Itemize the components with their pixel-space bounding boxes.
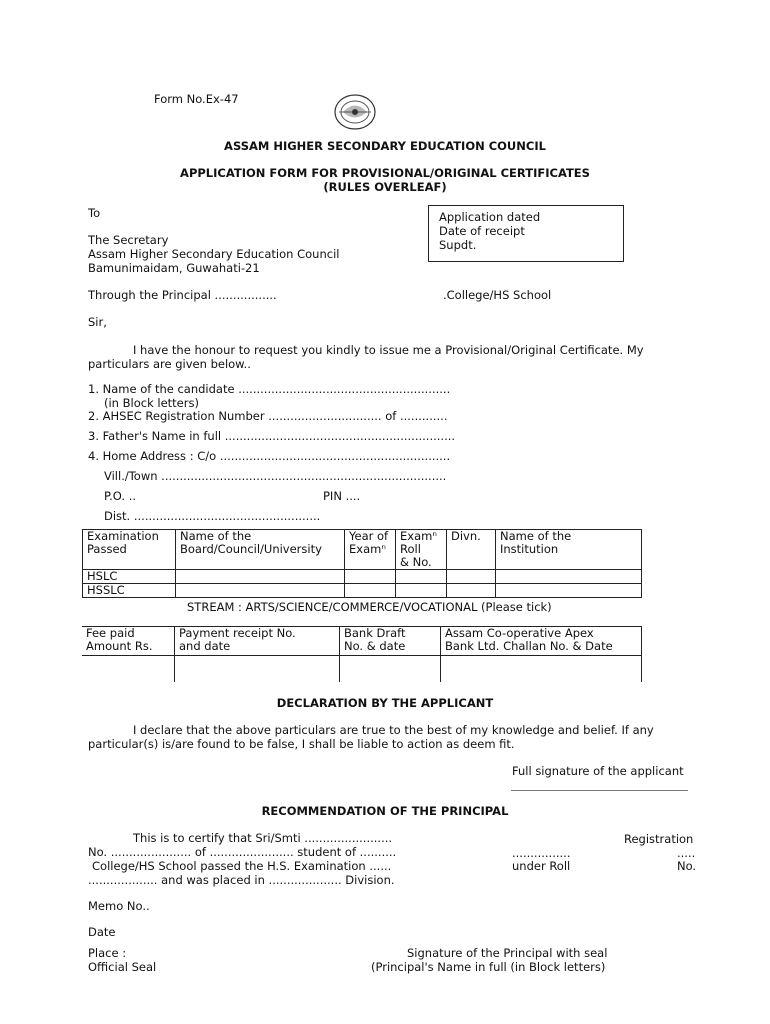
challan-header: Assam Co-operative Apex Bank Ltd. Challan No. & Date [441,627,642,656]
number-label: No. [677,859,697,873]
form-number: Form No.Ex-47 [154,92,239,106]
salutation: Sir, [88,315,107,329]
date-label: Date [88,925,116,939]
table-row [82,656,642,682]
examination-table [82,529,642,598]
certify-line-4: ................... and was placed in .................... Division. [88,873,395,887]
fee-table [82,626,642,682]
office-use-box [428,205,624,262]
applicant-signature-label: Full signature of the applicant [512,764,684,778]
stream-selection: STREAM : ARTS/SCIENCE/COMMERCE/VOCATIONAL (Please tick) [187,600,552,614]
under-roll-label: under Roll [512,859,571,873]
candidate-name-field: 1. Name of the candidate .......................................................... [88,382,451,396]
address-line-3: Bamunimaidam, Guwahati-21 [88,261,260,275]
payment-receipt-header: Payment receipt No. and date [175,627,340,656]
form-title: APPLICATION FORM FOR PROVISIONAL/ORIGINAL CERTIFICATES [180,166,590,180]
roll-dots: ................ [512,846,571,860]
block-letters-note: (in Block letters) [104,396,199,410]
number-dots: ..... [677,846,696,860]
declaration-heading: DECLARATION BY THE APPLICANT [276,696,494,710]
through-principal: Through the Principal ................. [88,288,277,302]
header-examination: Examination Passed [83,530,176,570]
registration-number-field: 2. AHSEC Registration Number ............................... of ............. [88,409,448,423]
request-line-2: particulars are given below.. [88,357,251,371]
fee-paid-header: Fee paid Amount Rs. [82,627,175,656]
header-division: Divn. [447,530,496,570]
declaration-line-1: I declare that the above particulars are true to the best of my knowledge and belief. If any [133,723,654,737]
father-name-field: 3. Father's Name in full ............................................................... [88,429,456,443]
row-hslc-label: HSLC [83,570,176,584]
address-to: To [88,206,101,220]
application-dated-label: Application dated [439,210,541,224]
header-board: Name of the Board/Council/University [176,530,345,570]
pin-field: PIN .... [323,489,361,503]
address-line-1: The Secretary [88,233,169,247]
council-seal-logo [333,93,377,134]
header-institution: Name of the Institution [496,530,642,570]
memo-number: Memo No.. [88,899,150,913]
recommendation-heading: RECOMMENDATION OF THE PRINCIPAL [261,804,509,818]
signature-line [511,790,688,791]
address-line-2: Assam Higher Secondary Education Council [88,247,340,261]
post-office-field: P.O. .. [104,489,137,503]
official-seal-label: Official Seal [88,960,157,974]
bank-draft-header: Bank Draft No. & date [340,627,441,656]
date-of-receipt-label: Date of receipt [439,224,525,238]
table-row [83,570,642,584]
fee-table-header [82,627,642,656]
principal-name-label: (Principal's Name in full (in Block letters) [371,960,606,974]
form-subtitle: (RULES OVERLEAF) [323,180,447,194]
supdt-label: Supdt. [439,238,477,252]
table-row [83,584,642,598]
header-roll: Examⁿ Roll & No. [396,530,447,570]
college-school: .College/HS School [443,288,552,302]
place-label: Place : [88,946,127,960]
principal-signature-label: Signature of the Principal with seal [407,946,608,960]
village-town-field: Vill./Town .............................................................................. [104,469,447,483]
declaration-line-2: particular(s) is/are found to be false, I shall be liable to action as deem fit. [88,737,515,751]
row-hsslc-label: HSSLC [83,584,176,598]
certify-line-2: No. ...................... of ....................... student of .......... [88,845,397,859]
certify-line-1: This is to certify that Sri/Smti ........................ [133,831,393,845]
home-address-field: 4. Home Address : C/o ............................................................... [88,449,451,463]
certify-line-3: College/HS School passed the H.S. Examination ...... [92,859,392,873]
council-name: ASSAM HIGHER SECONDARY EDUCATION COUNCIL [224,139,546,153]
registration-label: Registration [624,832,694,846]
request-line-1: I have the honour to request you kindly to issue me a Provisional/Original Certificate. My [133,343,644,357]
header-year: Year of Examⁿ [345,530,396,570]
district-field: Dist. ................................................... [104,509,321,523]
exam-table-header [83,530,642,570]
